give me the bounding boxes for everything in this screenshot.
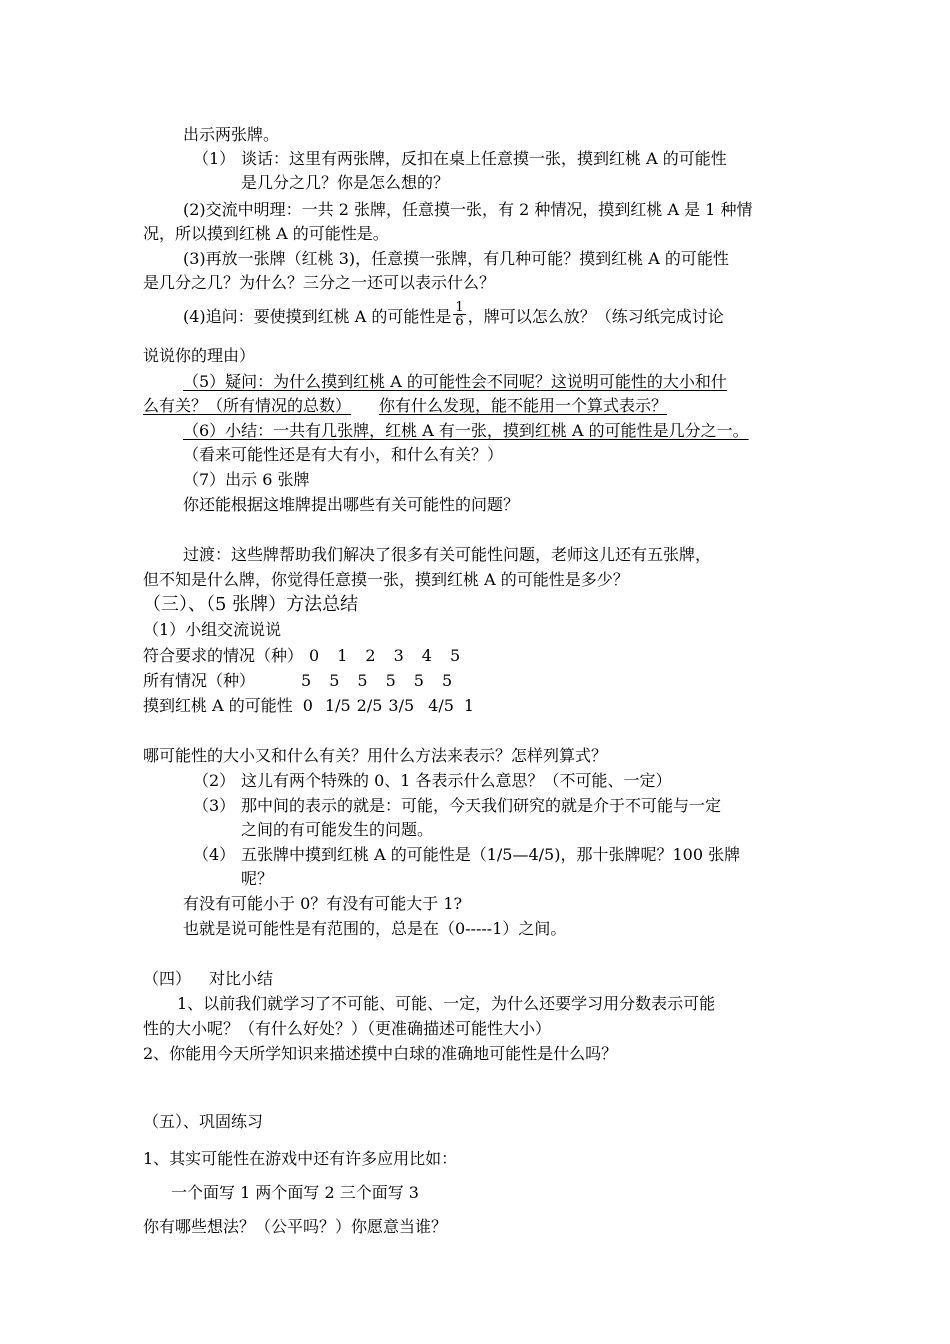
section-heading-three: （三）、（5 张牌）方法总结 bbox=[143, 594, 359, 615]
row-value: 4/5 bbox=[428, 696, 454, 715]
section-four-number: （四） bbox=[143, 969, 192, 988]
paragraph-compare-1: 1、以前我们就学习了不可能、可能、一定，为什么还要学习用分数表示可能 bbox=[177, 994, 716, 1013]
row-all-cases bbox=[143, 670, 452, 692]
paragraph-middle-values: 那中间的表示的就是：可能，今天我们研究的就是介于不可能与一定 bbox=[241, 796, 722, 815]
paragraph-summary: （6）小结：一共有几张牌，红桃 A 有一张，摸到红桃 A 的可能性是几分之一。 bbox=[183, 421, 749, 440]
paragraph-what-related: 哪可能性的大小又和什么有关？用什么方法来表示？怎样列算式？ bbox=[143, 746, 608, 765]
section-four-title: 对比小结 bbox=[209, 969, 274, 988]
item-number-2: （2） bbox=[193, 771, 236, 790]
fraction-one-sixth bbox=[453, 301, 465, 328]
paragraph-add-card: (3)再放一张牌（红桃 3)，任意摸一张牌，有几种可能？摸到红桃 A 的可能性 bbox=[183, 249, 729, 268]
paragraph-follow-up bbox=[183, 300, 724, 329]
section-heading-five: （五）、巩固练习 bbox=[143, 1112, 264, 1131]
section-heading-four bbox=[143, 968, 273, 990]
paragraph-range-answer: 也就是说可能性是有范围的，总是在（0-----1）之间。 bbox=[183, 919, 567, 938]
row-value: 3 bbox=[393, 646, 404, 665]
row-value: 5 bbox=[441, 671, 453, 690]
row-value: 2/5 bbox=[356, 696, 383, 715]
question-text-a: 么有关？（所有情况的总数） bbox=[143, 396, 352, 415]
paragraph-dice-faces: 一个面写 1 两个面写 2 三个面写 3 bbox=[171, 1183, 419, 1202]
paragraph-games: 1、其实可能性在游戏中还有许多应用比如： bbox=[143, 1149, 458, 1168]
paragraph-talk-cont: 是几分之几？你是怎么想的？ bbox=[241, 173, 450, 192]
row-value: 5 bbox=[449, 646, 461, 665]
paragraph-follow-up-cont: 说说你的理由） bbox=[143, 346, 256, 365]
row-value: 1 bbox=[337, 646, 348, 665]
row-probability bbox=[143, 695, 474, 717]
paragraph-question-cont bbox=[143, 395, 667, 417]
row-value: 1 bbox=[463, 696, 475, 715]
question-text-b: 你有什么发现，能不能用一个算式表示？ bbox=[379, 396, 668, 415]
row-value: 0 bbox=[302, 696, 313, 715]
paragraph-question: （5）疑问：为什么摸到红桃 A 的可能性会不同呢？这说明可能性的大小和什 bbox=[183, 372, 727, 391]
row-value: 2 bbox=[365, 646, 376, 665]
item-number-1: （1） bbox=[193, 149, 236, 168]
paragraph-summary-note: （看来可能性还是有大有小，和什么有关？） bbox=[183, 445, 504, 464]
row-value: 1/5 bbox=[324, 696, 351, 715]
row-value: 5 bbox=[385, 671, 396, 690]
paragraph-exchange-cont: 况，所以摸到红桃 A 的可能性是。 bbox=[143, 224, 389, 243]
row-value: 0 bbox=[309, 646, 320, 665]
row-label: 所有情况（种） bbox=[143, 671, 256, 690]
row-value: 5 bbox=[357, 671, 368, 690]
paragraph-ask-questions: 你还能根据这堆牌提出哪些有关可能性的问题？ bbox=[183, 495, 520, 514]
paragraph-five-cards-cont: 呢？ bbox=[241, 869, 274, 888]
paragraph-group-exchange: （1）小组交流说说 bbox=[143, 620, 282, 639]
paragraph-range-question: 有没有可能小于 0？有没有可能大于 1? bbox=[183, 894, 463, 913]
row-value: 4 bbox=[421, 646, 432, 665]
row-qualifying-cases bbox=[143, 645, 460, 667]
follow-up-text-b: ，牌可以怎么放？（练习纸完成讨论 bbox=[467, 307, 724, 326]
paragraph-show-six: （7）出示 6 张牌 bbox=[183, 470, 310, 489]
row-value: 5 bbox=[413, 671, 424, 690]
follow-up-text-a: (4)追问：要使摸到红桃 A 的可能性是 bbox=[183, 307, 452, 326]
row-label: 符合要求的情况（种） bbox=[143, 646, 304, 665]
paragraph-special-values: 这儿有两个特殊的 0、1 各表示什么意思？（不可能、一定） bbox=[241, 771, 672, 790]
row-value: 5 bbox=[329, 671, 340, 690]
paragraph-middle-values-cont: 之间的有可能发生的问题。 bbox=[241, 820, 434, 839]
item-number-4: （4） bbox=[193, 845, 236, 864]
paragraph-compare-2: 2、你能用今天所学知识来描述摸中白球的准确地可能性是什么吗？ bbox=[143, 1044, 618, 1063]
paragraph-exchange: (2)交流中明理：一共 2 张牌，任意摸一张，有 2 种情况，摸到红桃 A 是 1 种情 bbox=[183, 200, 753, 219]
paragraph-add-card-cont: 是几分之几？为什么？三分之一还可以表示什么？ bbox=[143, 273, 496, 292]
paragraph-thoughts: 你有哪些想法？（公平吗？）你愿意当谁？ bbox=[143, 1217, 448, 1236]
row-value: 5 bbox=[301, 671, 312, 690]
row-value: 3/5 bbox=[388, 696, 415, 715]
paragraph-show-two-cards: 出示两张牌。 bbox=[183, 125, 280, 144]
fraction-numerator: 1 bbox=[455, 300, 464, 315]
paragraph-five-cards: 五张牌中摸到红桃 A 的可能性是（1/5—4/5)，那十张牌呢？100 张牌 bbox=[241, 845, 741, 864]
paragraph-transition: 过渡：这些牌帮助我们解决了很多有关可能性问题，老师这儿还有五张牌， bbox=[183, 545, 712, 564]
fraction-denominator: 6 bbox=[455, 314, 464, 329]
paragraph-talk: 谈话：这里有两张牌，反扣在桌上任意摸一张，摸到红桃 A 的可能性 bbox=[241, 149, 727, 168]
item-number-3: （3） bbox=[193, 796, 236, 815]
paragraph-compare-1-cont: 性的大小呢？（有什么好处？）（更准确描述可能性大小） bbox=[143, 1019, 552, 1038]
row-label: 摸到红桃 A 的可能性 bbox=[143, 696, 293, 715]
paragraph-transition-cont: 但不知是什么牌，你觉得任意摸一张，摸到红桃 A 的可能性是多少？ bbox=[143, 570, 629, 589]
